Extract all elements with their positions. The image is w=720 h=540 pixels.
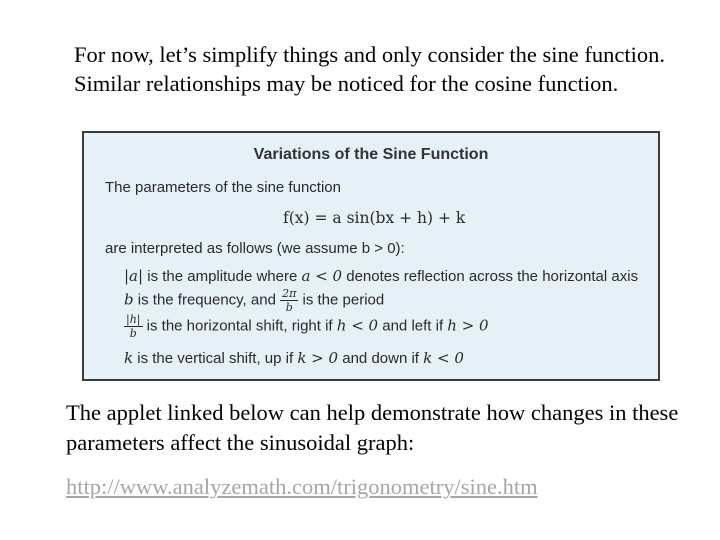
sine-variations-box [82,131,660,381]
frequency-line [124,288,384,313]
intro-text: For now, let’s simplify things and only consider the sine function. Similar relationships may be noticed for the cosine function. [74,42,665,96]
shift-numerator: |h| [126,313,141,326]
outro-text: The applet linked below can help demonstrate how changes in these parameters affect the sinusoidal graph: [66,400,679,455]
amplitude-symbol: |a| [124,267,144,285]
interpretation-line: are interpreted as follows (we assume b > 0): [105,240,405,257]
amplitude-condition: a < 0 [301,267,343,285]
vertical-text: is the vertical shift, up if [133,350,298,367]
parameters-intro-line: The parameters of the sine function [105,179,341,196]
amplitude-line [124,267,638,285]
shift-condition-right: h < 0 [336,316,379,335]
amplitude-suffix: denotes reflection across the horizontal axis [342,268,639,285]
shift-condition-left: h > 0 [447,316,489,335]
period-numerator: 2π [282,287,297,300]
period-fraction [280,288,298,313]
period-text: is the period [298,291,385,309]
vertical-symbol: k [124,349,134,367]
vertical-mid-text: and down if [338,350,424,367]
shift-denominator: b [129,327,137,340]
shift-text: is the horizontal shift, right if [142,317,337,335]
frequency-symbol: b [124,290,134,309]
sine-formula: f(x) = a sin(bx + h) + k [283,209,466,227]
horizontal-shift-line [124,314,489,339]
box-title: Variations of the Sine Function [253,146,489,163]
vertical-shift-line [124,349,464,367]
vertical-condition-down: k < 0 [423,349,464,367]
applet-link[interactable]: http://www.analyzemath.com/trigonometry/sine.htm [66,474,538,499]
shift-mid-text: and left if [378,317,448,335]
frequency-text: is the frequency, and [133,291,281,309]
period-denominator: b [285,301,293,314]
shift-fraction [124,314,143,339]
vertical-condition-up: k > 0 [297,349,339,367]
amplitude-text: is the amplitude where [143,268,302,285]
